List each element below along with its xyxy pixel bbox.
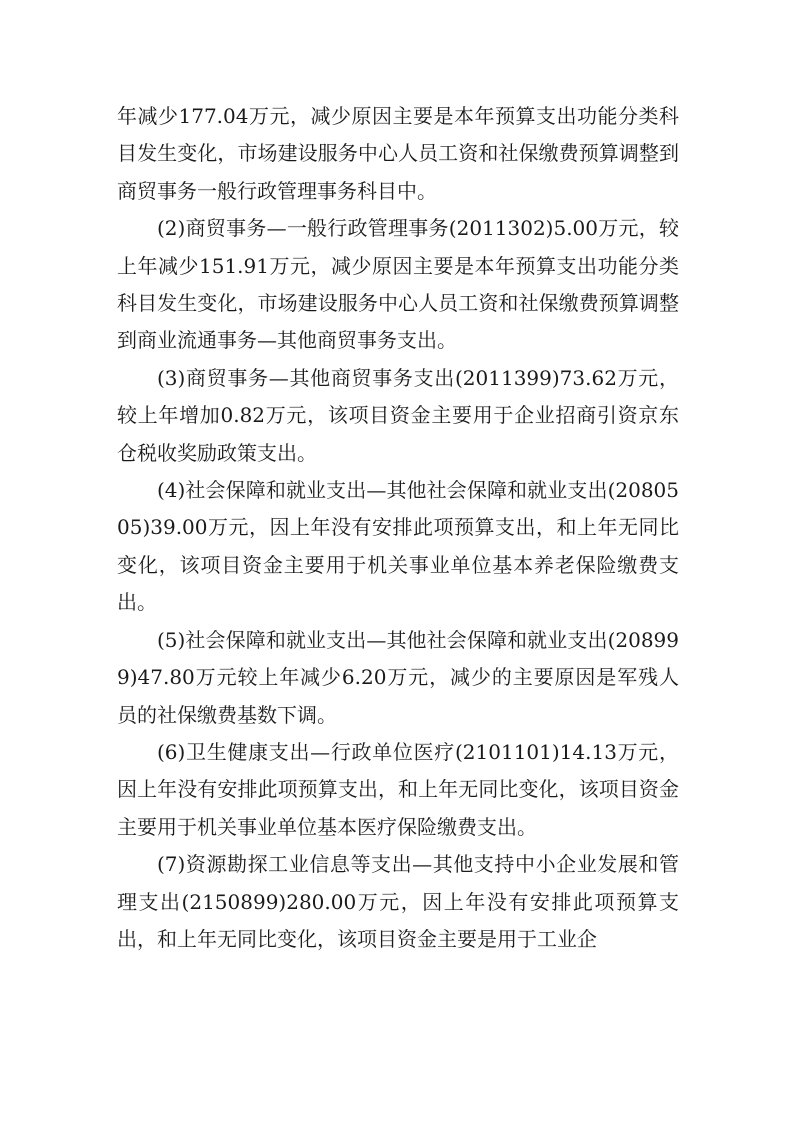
paragraph-item-7: (7)资源勘探工业信息等支出—其他支持中小企业发展和管理支出(2150899)280.00万元，因上年没有安排此项预算支出，和上年无同比变化，该项目资金主要是用于工业企 xyxy=(117,852,679,951)
paragraph-continuation: 年减少177.04万元，减少原因主要是本年预算支出功能分类科目发生变化，市场建设服务中心人员工资和社保缴费预算调整到商贸事务一般行政管理事务科目中。 xyxy=(117,104,679,203)
body-text xyxy=(117,98,679,958)
paragraph-item-5: (5)社会保障和就业支出—其他社会保障和就业支出(208999)47.80万元较上年减少6.20万元，减少的主要原因是军残人员的社保缴费基数下调。 xyxy=(117,627,679,727)
paragraph-item-4: (4)社会保障和就业支出—其他社会保障和就业支出(2080505)39.00万元，因上年没有安排此项预算支出，和上年无同比变化，该项目资金主要用于机关事业单位基本养老保险缴费支出。 xyxy=(117,478,679,615)
paragraph-item-6: (6)卫生健康支出—行政单位医疗(2101101)14.13万元，因上年没有安排此项预算支出，和上年无同比变化，该项目资金主要用于机关事业单位基本医疗保险缴费支出。 xyxy=(117,739,679,839)
paragraph-item-2: (2)商贸事务—一般行政管理事务(2011302)5.00万元，较上年减少151.91万元，减少原因主要是本年预算支出功能分类科目发生变化，市场建设服务中心人员工资和社保缴费预算调整到商业流通事务—其他商贸事务支出。 xyxy=(117,216,679,353)
paragraph-item-3: (3)商贸事务—其他商贸事务支出(2011399)73.62万元，较上年增加0.82万元，该项目资金主要用于企业招商引资京东仓税收奖励政策支出。 xyxy=(117,365,679,465)
